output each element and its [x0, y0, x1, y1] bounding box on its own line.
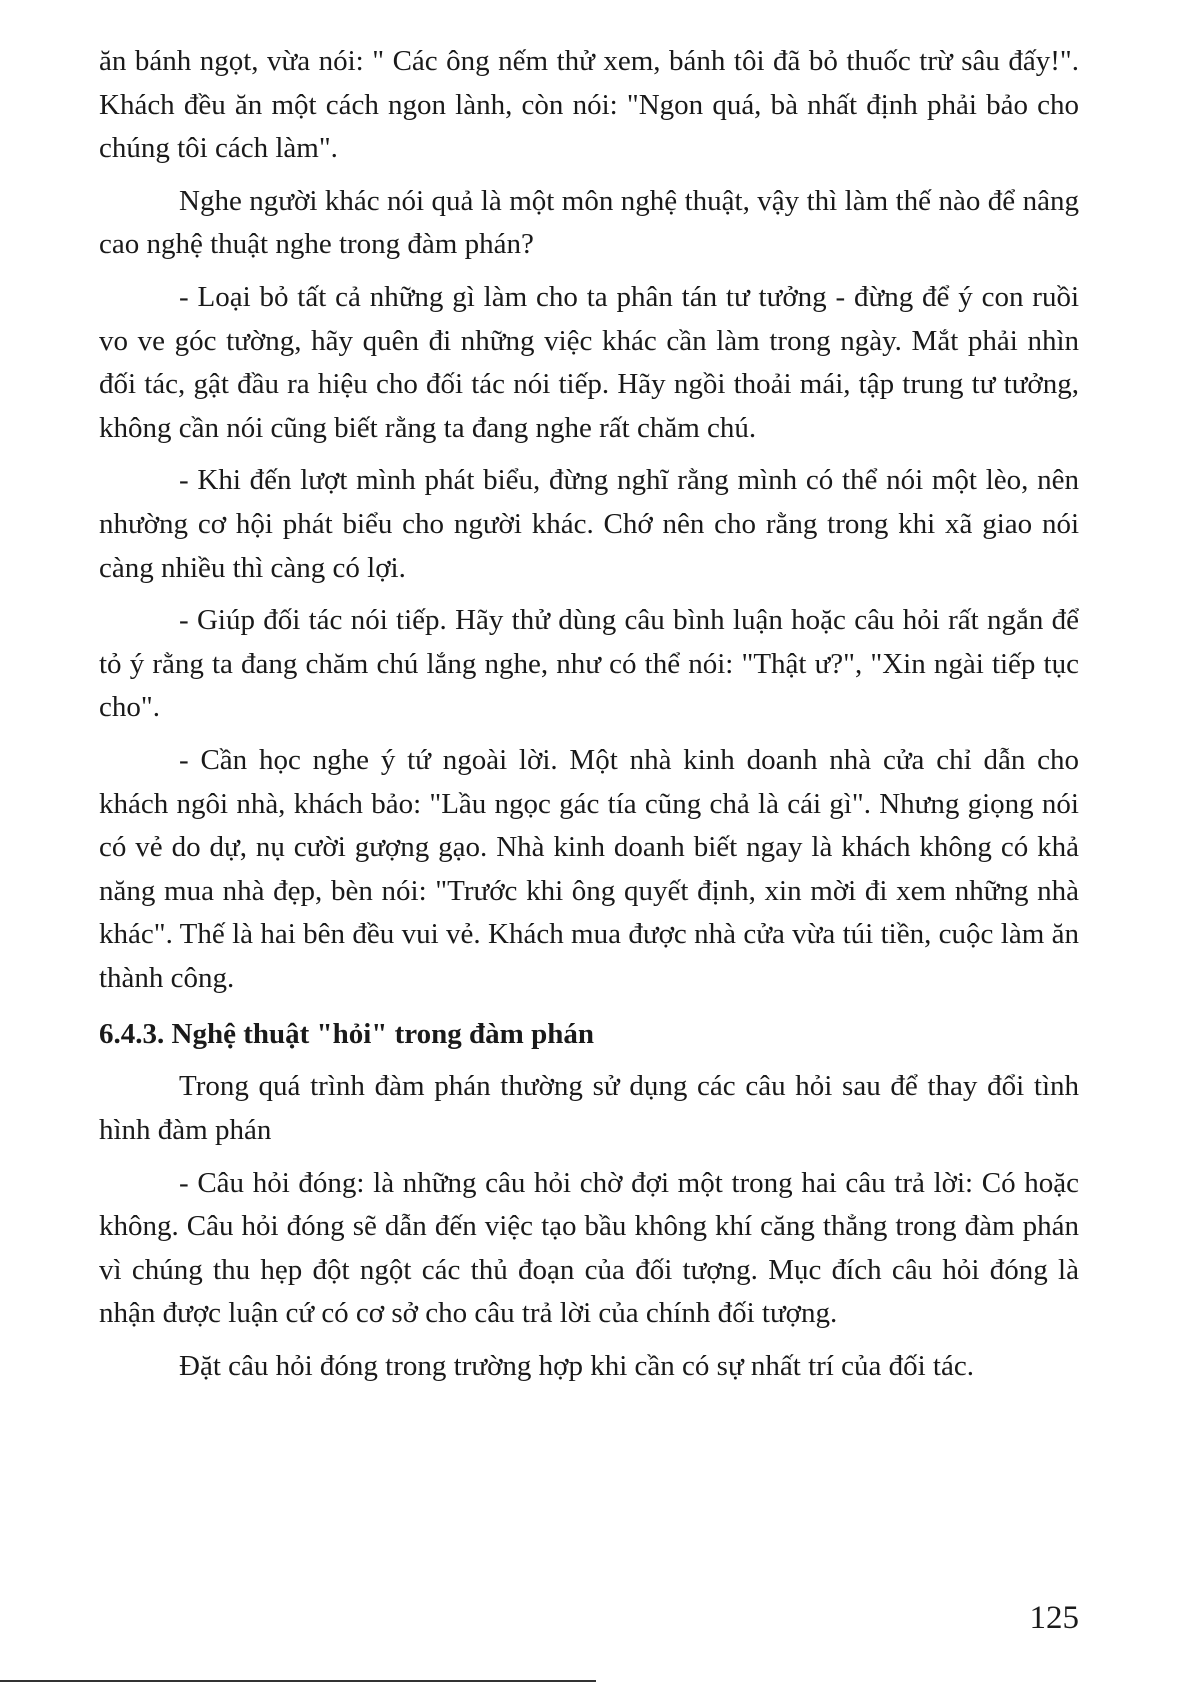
page-body: [99, 40, 1079, 1389]
section-heading: 6.4.3. Nghệ thuật "hỏi" trong đàm phán: [99, 1018, 594, 1051]
paragraph-help-partner: - Giúp đối tác nói tiếp. Hãy thử dùng câu bình luận hoặc câu hỏi rất ngắn để tỏ ý rằng ta đang chăm chú lắng nghe, như có thể nói: "Thật ư?", "Xin ngài tiếp tục cho".: [99, 604, 1079, 724]
paragraph-listening-art: Nghe người khác nói quả là một môn nghệ thuật, vậy thì làm thế nào để nâng cao nghệ thuật nghe trong đàm phán?: [99, 184, 1079, 261]
paragraph-continuation: ăn bánh ngọt, vừa nói: " Các ông nếm thử xem, bánh tôi đã bỏ thuốc trừ sâu đấy!". Khách đều ăn một cách ngon lành, còn nói: "Ngon quá, bà nhất định phải bảo cho chúng tôi cách làm".: [99, 45, 1079, 165]
paragraph-question-intro: Trong quá trình đàm phán thường sử dụng các câu hỏi sau để thay đổi tình hình đàm phán: [99, 1070, 1079, 1147]
footer-divider: [0, 1680, 596, 1682]
paragraph-implied-meaning: - Cần học nghe ý tứ ngoài lời. Một nhà kinh doanh nhà cửa chỉ dẫn cho khách ngôi nhà, khách bảo: "Lầu ngọc gác tía cũng chả là cái gì". Nhưng giọng nói có vẻ do dự, nụ cười gượng gạo. Nhà kinh doanh biết ngay là khách không có khả năng mua nhà đẹp, bèn nói: "Trước khi ông quyết định, xin mời đi xem những nhà khác". Thế là hai bên đều vui vẻ. Khách mua được nhà cửa vừa túi tiền, cuộc làm ăn thành công.: [99, 743, 1079, 994]
paragraph-turn-to-speak: - Khi đến lượt mình phát biểu, đừng nghĩ rằng mình có thể nói một lèo, nên nhường cơ hội phát biểu cho người khác. Chớ nên cho rằng trong khi xã giao nói càng nhiều thì càng có lợi.: [99, 464, 1079, 584]
page-number: 125: [1029, 1600, 1079, 1636]
paragraph-closed-questions: - Câu hỏi đóng: là những câu hỏi chờ đợi một trong hai câu trả lời: Có hoặc không. Câu hỏi đóng sẽ dẫn đến việc tạo bầu không khí căng thẳng trong đàm phán vì chúng thu hẹp đột ngột các thủ đoạn của đối tượng. Mục đích câu hỏi đóng là nhận được luận cứ có cơ sở cho câu trả lời của chính đối tượng.: [99, 1166, 1079, 1330]
paragraph-closed-question-usage: Đặt câu hỏi đóng trong trường hợp khi cần có sự nhất trí của đối tác.: [179, 1350, 974, 1383]
paragraph-remove-distractions: - Loại bỏ tất cả những gì làm cho ta phân tán tư tưởng - đừng để ý con ruồi vo ve góc tường, hãy quên đi những việc khác cần làm trong ngày. Mắt phải nhìn đối tác, gật đầu ra hiệu cho đối tác nói tiếp. Hãy ngồi thoải mái, tập trung tư tưởng, không cần nói cũng biết rằng ta đang nghe rất chăm chú.: [99, 280, 1079, 444]
